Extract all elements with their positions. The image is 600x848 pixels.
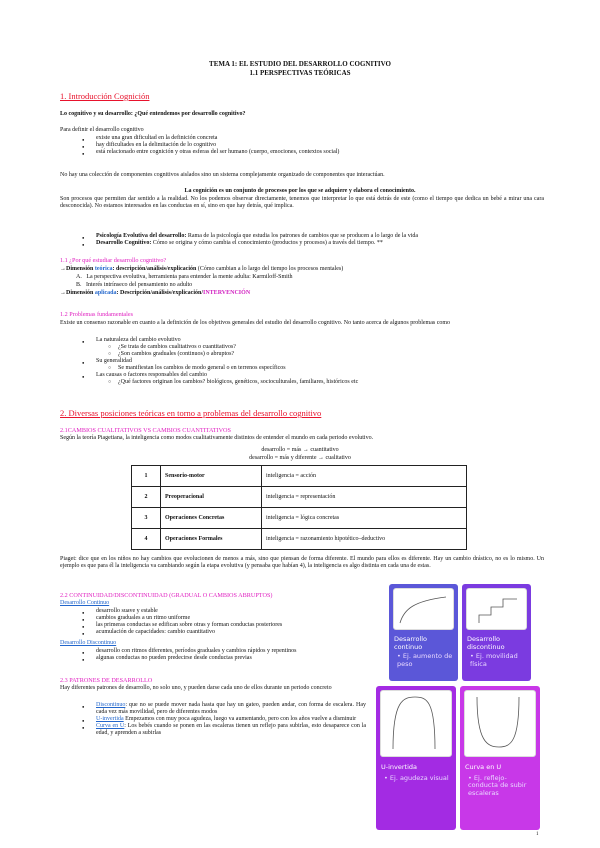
list-item: ● está relacionado entre cognición y otras esferas del ser humano (cuerpo, emociones, contextos social) <box>96 149 339 156</box>
pattern-text: Empezamos con muy poca agudeza, luego va aumentando, pero con los años vuelve a disminuir <box>123 716 357 722</box>
section-1-1-heading: 1.1 ¿Por qué estudiar desarrollo cognitivo? <box>60 257 167 264</box>
table-cell: inteligencia = lógica concretas <box>262 508 467 529</box>
dim-rest: : descripción/análisis/explicación <box>112 266 197 272</box>
table-cell: inteligencia = razonamiento hipotético–deductivo <box>262 529 467 550</box>
card-label: Desarrollo continuo <box>394 635 428 651</box>
list-item <box>96 723 366 737</box>
dimension-theoretical <box>60 266 343 273</box>
item-text: La perspectiva evolutiva, herramienta para entender la mente adulta: Karmiloff-Smith <box>86 274 293 280</box>
list-item: ● Su generalidad <box>96 358 536 365</box>
list-item <box>96 716 366 723</box>
continuous-list <box>96 608 376 636</box>
stairs-icon <box>467 589 526 627</box>
inverted-u-icon <box>381 691 451 754</box>
pattern-term: Curva en U <box>96 723 125 729</box>
table-cell: 4 <box>132 529 161 550</box>
section-2-1-para: Según la teoría Piagetiana, la inteligencia como modos cualitativamente distintos de entender el mundo en cada periodo evolutivo. <box>60 435 374 441</box>
page-number: 1 <box>536 832 539 837</box>
item-letter: A. <box>76 274 82 280</box>
card-label: Desarrollo discontinuo <box>467 635 505 651</box>
card-u-curve <box>460 686 540 830</box>
section-1-question: Lo cognitivo y su desarrollo: ¿Qué entendemos por desarrollo cognitivo? <box>60 111 246 117</box>
list-item: ● acumulación de capacidades: cambio cuantitativo <box>96 629 376 636</box>
table-row <box>132 466 467 487</box>
list-item <box>96 702 366 716</box>
card-example: • Ej. reflejo-conducta de subir escaleras <box>468 773 527 797</box>
section-1-para1: No hay una colección de componentes cognitivos aislados sino un sistema complejamente organizado de componentes que interactúan. <box>60 172 385 178</box>
equation-quantitative: desarrollo = más → cuantitativo <box>261 447 339 453</box>
table-cell: 2 <box>132 487 161 508</box>
section-2-3-heading: 2.3 PATRONES DE DESARROLLO <box>60 677 153 684</box>
dim-note: (Cómo cambian a lo largo del tiempo los procesos mentales) <box>196 266 344 272</box>
table-cell: Operaciones Concretas <box>161 508 262 529</box>
card-inverted-u <box>376 686 456 830</box>
doc-title: TEMA 1: EL ESTUDIO DEL DESARROLLO COGNITIVO <box>209 60 391 68</box>
table-row <box>132 508 467 529</box>
section-2-1-heading: 2.1CAMBIOS CUALITATIVOS VS CAMBIOS CUANTITATIVOS <box>60 427 231 434</box>
section-2-heading: 2. Diversas posiciones teóricas en torno a problemas del desarrollo cognitivo <box>60 408 322 418</box>
list-item: ● algunas conductas no pueden predecirse desde conductas previas <box>96 655 386 662</box>
dim-rest: : Descripción/análisis/explicación/ <box>116 290 204 296</box>
card-example: • Ej. movilidad física <box>470 652 518 668</box>
problems-list <box>96 337 536 386</box>
table-cell: inteligencia = representación <box>262 487 467 508</box>
card-example: • Ej. agudeza visual <box>384 773 449 782</box>
card-continuous <box>389 584 458 681</box>
list-item: ● La naturaleza del cambio evolutivo <box>96 337 536 344</box>
dim-kind: aplicada <box>94 290 117 296</box>
list-item: ● Las causas o factores responsables del cambio <box>96 372 536 379</box>
continuous-label: Desarrollo Continuo <box>60 600 110 606</box>
table-cell: Sensorio-motor <box>161 466 262 487</box>
dim-item-a <box>76 274 292 281</box>
list-item <box>96 233 546 240</box>
dim-label: →Dimensión <box>60 266 95 272</box>
pattern-text: : Los bebés cuando se ponen en las escaleras tienen un reflejo para subirlas, esto desaparece con la edad, y aprenden a subirlas <box>96 723 366 736</box>
term: Psicología Evolutiva del desarrollo: <box>96 233 187 239</box>
pattern-term: U-invertida <box>96 716 124 722</box>
section-1-para2: Son procesos que permiten dar sentido a la realidad. No los podemos observar directamente, tenemos que interpretar lo que está detrás de este (como el tiempo que dedica un bebé a mirar una cara desconocida). No estamos interesados en las conductas en sí, sino en que hay detrás, qué implica. <box>60 196 544 209</box>
pattern-term: Discontinuo <box>96 702 126 708</box>
sub-item: ○ ¿Son cambios graduales (continuos) o abruptos? <box>118 351 536 358</box>
equation-qualitative: desarrollo = más y diferente → cualitativo <box>249 455 351 461</box>
section-1-2-para: Existe un consenso razonable en cuanto a la definición de los objetivos generales del estudio del desarrollo cognitivo. No tanto acerca de algunos problemas como <box>60 320 451 326</box>
term: Desarrollo Cognitivo: <box>96 240 152 246</box>
u-curve-icon <box>465 691 535 754</box>
card-discontinuous <box>462 584 531 681</box>
dim-label: →Dimensión <box>60 290 95 296</box>
section-1-bullets <box>96 135 339 156</box>
doc-subtitle: 1.1 PERSPECTIVAS TEÓRICAS <box>249 69 351 77</box>
definition-bullets <box>96 233 546 247</box>
sub-item: ○ ¿Qué factores originan los cambios? biológicos, genéticos, socioculturales, familiares, históricos etc <box>118 379 536 386</box>
term-text: Rama de la psicología que estudia los patrones de cambios que se producen a lo largo de la vida <box>186 233 419 239</box>
discontinuous-list <box>96 648 386 662</box>
dim-kind: teórica <box>94 266 113 272</box>
table-cell: inteligencia = acción <box>262 466 467 487</box>
card-label: Curva en U <box>465 763 502 771</box>
patterns-list <box>96 702 366 737</box>
section-1-heading: 1. Introducción Cognición <box>60 91 150 101</box>
cognition-definition: La cognición es un conjunto de procesos por los que se adquiere y elabora el conocimiento. <box>184 188 416 194</box>
list-item: ● las primeras conductas se edifican sobre otras y forman conductas posteriores <box>96 622 376 629</box>
discontinuous-label: Desarrollo Discontinuo <box>60 640 117 646</box>
piaget-paragraph: Piaget: dice que en los niños no hay cambios que evolucionen de menos a más, sino que piensan de forma diferente. El mundo para ellos es diferente. Hay un cambio drástico, no es lo mismo. Un ejemplo es que para él la inteligencia va cambiando según la etapa evolutiva (y pensaba que habían 4), la inteligencia es algo distinta en cada una de estas. <box>60 556 544 569</box>
table-cell: 1 <box>132 466 161 487</box>
section-2-2-heading: 2.2 CONTINUIDAD/DISCONTINUIDAD (GRADUAL O CAMBIOS ABRUPTOS) <box>60 592 273 599</box>
sub-item: ○ Se manifiestan los cambios de modo general o en terrenos específicos <box>118 365 536 372</box>
table-cell: Preoperacional <box>161 487 262 508</box>
section-2-3-para: Hay diferentes patrones de desarrollo, no solo uno, y pueden darse cada uno de ellos durante un periodo concreto <box>60 685 332 691</box>
table-row <box>132 487 467 508</box>
table-cell: Operaciones Formales <box>161 529 262 550</box>
list-item: ● desarrollo suave y estable <box>96 608 376 615</box>
list-item: ● desarrollo con ritmos diferentes, períodos graduales y cambios rápidos y repentinos <box>96 648 386 655</box>
pattern-text: : que no se puede mover nada hasta que hay un gateo, pueden andar, con forma de escalera. Hay cada vez más movilidad, pero de diferentes modos <box>96 702 366 715</box>
dimension-applied <box>60 290 250 297</box>
piaget-stages-table <box>131 465 467 550</box>
card-label: U-invertida <box>381 763 418 771</box>
card-example: • Ej. aumento de peso <box>397 652 453 668</box>
continuous-curve-icon <box>394 589 453 627</box>
list-item: ● hay dificultades en la delimitación de lo cognitivo <box>96 142 339 149</box>
sub-item: ○ ¿Se trata de cambios cualitativos o cuantitativos? <box>118 344 536 351</box>
list-item: ● existe una gran dificultad en la definición concreta <box>96 135 339 142</box>
list-item: ● cambios graduales a un ritmo uniforme <box>96 615 376 622</box>
list-item <box>96 240 546 247</box>
item-letter: B. <box>76 282 82 288</box>
table-row <box>132 529 467 550</box>
dim-last: INTERVENCIÓN <box>203 290 251 296</box>
dim-item-b <box>76 282 192 289</box>
item-text: Interés intrínseco del pensamiento no adulto <box>86 282 193 288</box>
table-cell: 3 <box>132 508 161 529</box>
term-text: Cómo se origina y cómo cambia el conocimiento (productos y procesos) a través del tiempo. ** <box>151 240 383 246</box>
section-1-2-heading: 1.2 Problemas fundamentales <box>60 311 134 318</box>
section-1-intro: Para definir el desarrollo cognitivo <box>60 127 144 133</box>
